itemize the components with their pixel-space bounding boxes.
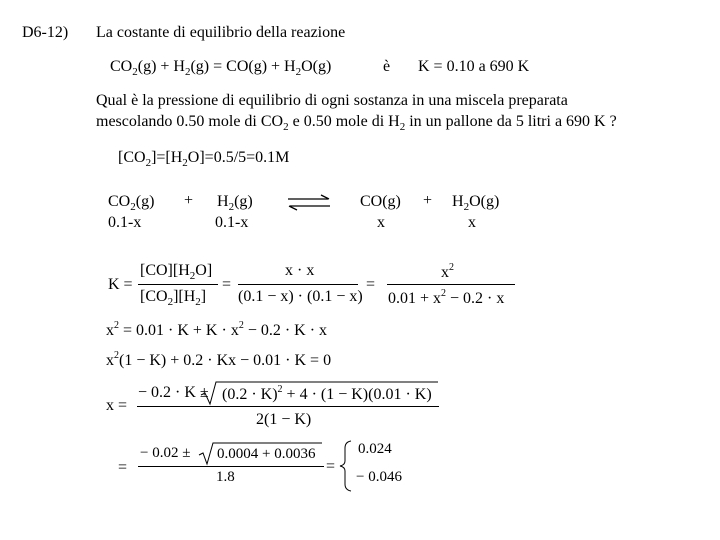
ice-co-value: x bbox=[377, 214, 385, 231]
quadratic-line-2: $x^2(1 - K) + 0.2 \cdot Kx - 0.01 \cdot K = 0$ bbox=[106, 350, 332, 369]
ice-co2-label: $CO_2(g)$ bbox=[108, 193, 155, 213]
equals-1: = bbox=[222, 276, 232, 293]
numeric-radicand: 0.0004 + 0.0036 bbox=[217, 446, 316, 462]
numeric-denominator: 1.8 bbox=[216, 469, 235, 485]
root-negative: − 0.046 bbox=[356, 469, 402, 485]
numeric-numerator-start: − 0.02 ± bbox=[140, 445, 191, 461]
numeric-equals: = bbox=[326, 458, 336, 475]
equals-2: = bbox=[366, 276, 376, 293]
x-numerator-start: − 0.2 · K ± bbox=[138, 384, 209, 401]
reaction-conjunction: è bbox=[383, 58, 391, 75]
equilibrium-constant: K = 0.10 a 690 K bbox=[418, 58, 530, 75]
reaction-equation: $CO_2(g) + H_2(g) = CO(g) + H_2O(g)$ bbox=[110, 58, 332, 78]
x-lhs: x = bbox=[106, 397, 128, 414]
left-brace-icon bbox=[338, 440, 354, 492]
f3-numerator: $x^2$ bbox=[441, 262, 454, 281]
f2-denominator: (0.1 − x) · (0.1 − x) bbox=[238, 288, 363, 305]
f3-fraction-line bbox=[387, 284, 515, 285]
k-numerator: $[CO][H_2O]$ bbox=[140, 262, 213, 282]
numeric-lhs: = bbox=[118, 459, 128, 476]
numeric-fraction-line bbox=[138, 466, 324, 467]
ice-co-label: CO(g) bbox=[360, 193, 401, 210]
ice-h2o-value: x bbox=[468, 214, 476, 231]
f2-numerator: x · x bbox=[285, 262, 315, 279]
ice-plus-1: + bbox=[184, 192, 194, 209]
problem-intro: La costante di equilibrio della reazione bbox=[96, 24, 346, 41]
ice-h2o-label: $H_2O(g)$ bbox=[452, 193, 500, 213]
f3-denominator: $0.01 + x^2 - 0.2 \cdot x$ bbox=[388, 288, 505, 307]
k-lhs: K = bbox=[108, 276, 133, 293]
f2-fraction-line bbox=[238, 284, 358, 285]
question-line-1: Qual è la pressione di equilibrio di ogni sostanza in una miscela preparata bbox=[96, 92, 568, 109]
initial-concentration: $[CO_2]=[H_2O]=0.5/5=0.1M$ bbox=[118, 149, 290, 169]
ice-h2-label: $H_2(g)$ bbox=[217, 193, 253, 213]
root-positive: 0.024 bbox=[358, 441, 392, 457]
x-denominator: 2(1 − K) bbox=[256, 411, 312, 428]
question-line-2: mescolando 0.50 mole di $CO_2$ e 0.50 mole di $H_2$ in un pallone da 5 litri a 690 K ? bbox=[96, 113, 617, 133]
quadratic-line-1: $x^2 = 0.01 \cdot K + K \cdot x^2 - 0.2 \cdot K \cdot x$ bbox=[106, 320, 328, 339]
x-numerator-radicand: $(0.2 \cdot K)^2 + 4 \cdot (1 - K)(0.01 \cdot K)$ bbox=[222, 384, 432, 403]
x-fraction-line bbox=[137, 406, 439, 407]
k-fraction-line bbox=[138, 284, 218, 285]
ice-plus-2: + bbox=[423, 192, 433, 209]
ice-h2-value: 0.1-x bbox=[215, 214, 249, 231]
k-denominator: $[CO_2][H_2]$ bbox=[140, 288, 207, 308]
problem-number: D6-12) bbox=[22, 24, 69, 41]
equilibrium-arrows-icon bbox=[286, 193, 332, 213]
ice-co2-value: 0.1-x bbox=[108, 214, 142, 231]
